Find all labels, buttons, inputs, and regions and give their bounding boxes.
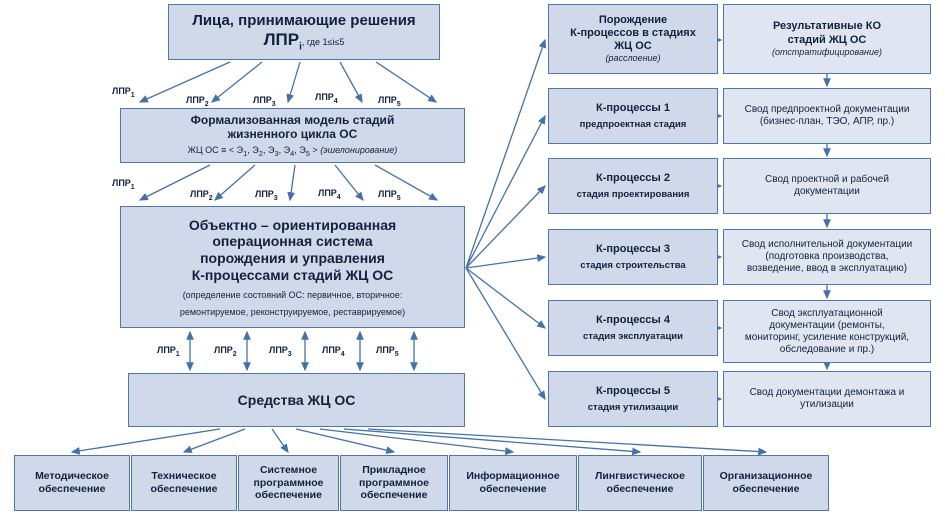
result-box-2-line1: Свод проектной и рабочей [765,174,889,185]
arrow-label-lpr1-row2: $ЛПР_1$ [112,178,135,191]
formalized-model-formula: ЖЦ ОС ≡ < $Э_1$, $Э_2$, $Э_3$, $Э_4$, $Э_5$ > (эшелонирование) [187,145,398,159]
arrow-label-lpr2-row2: $ЛПР_2$ [190,189,213,202]
support-box-system-software-line2: программное [253,476,324,489]
support-box-linguistic [578,455,702,511]
result-box-3-line3: возведение, ввод в эксплуатацию) [746,263,908,274]
result-header-line2: стадий ЖЦ ОС [787,33,867,46]
decision-makers-title: Лица, принимающие решения [192,11,416,29]
k-process-4-title: К-процессы 4 [596,313,670,326]
oos-line3: порождения и управления [200,250,385,267]
k-process-5-title: К-процессы 5 [596,384,670,397]
support-box-application-software-line1: Прикладное [362,464,426,477]
oos-note2: ремонтируемое, реконструируемое, реставрируемое) [179,306,406,317]
formalized-model-line1: Формализованная модель стадий [190,112,395,127]
k-process-4-box [548,300,718,356]
k-process-2-title: К-процессы 2 [596,171,670,184]
k-process-4-subtitle: стадия эксплуатации [583,330,683,342]
means-title: Средства ЖЦ ОС [237,391,356,408]
formalized-model-line2: жизненного цикла ОС [227,127,358,142]
support-box-methodical-line1: Методическое [35,470,109,483]
support-box-technical-line2: обеспечение [150,483,218,495]
k-process-1-subtitle: предпроектная стадия [579,118,687,130]
arrow-label-lpr4-row1: $ЛПР_4$ [315,92,338,105]
arrow-label-lpr2-row3: $ЛПР_2$ [214,345,237,358]
arrow-label-lpr3-row1: $ЛПР_3$ [253,95,276,108]
result-box-4-line3: мониторинг, усиление конструкций, [744,331,910,343]
k-process-5-subtitle: стадия утилизации [587,401,679,413]
decision-makers-box [168,4,440,60]
support-box-system-software-line1: Системное [259,464,318,477]
support-box-organizational-line2: обеспечение [732,483,800,495]
result-box-4-line1: Свод эксплуатационной [771,307,883,319]
result-box-3-line1: Свод исполнительной документации [741,239,913,250]
support-box-system-software-line3: обеспечение [255,489,322,502]
result-box-4-line4: обследование и пр.) [779,343,875,355]
support-box-application-software [340,455,448,511]
oos-note1: (определение состояний ОС: первичное, вторичное: [182,289,403,300]
result-box-1-line2: (бизнес-план, ТЭО, АПР, пр.) [759,116,895,127]
result-box-3 [723,229,931,285]
support-box-application-software-line2: программное [359,476,429,489]
k-process-3-subtitle: стадия строительства [580,259,686,271]
formalized-model-box [120,108,465,163]
arrow-label-lpr4-row2: $ЛПР_4$ [318,188,341,201]
k-process-3-box [548,229,718,285]
k-process-generation-italic: (расслоение) [605,53,661,64]
k-process-5-box [548,371,718,427]
arrow-label-lpr2-row1: $ЛПР_2$ [186,95,209,108]
k-process-1-title: К-процессы 1 [596,101,670,114]
lifecycle-means-box [128,373,465,427]
arrow-label-lpr5-row2: $ЛПР_5$ [378,189,401,202]
object-oriented-os-box [120,206,465,328]
support-box-technical-line1: Техническое [151,470,217,483]
support-box-methodical [14,455,130,511]
support-box-information-line2: обеспечение [479,483,547,495]
result-box-2 [723,158,931,214]
support-box-methodical-line2: обеспечение [38,483,106,495]
result-box-4-line2: документации (ремонты, [769,319,885,331]
support-box-technical [131,455,237,511]
arrow-label-lpr1-row3: $ЛПР_1$ [157,345,180,358]
result-header-box [723,4,931,74]
decision-makers-formula: $ЛПР_i$, где 1≤i≤5 [263,29,345,53]
k-process-generation-line2: К-процессов в стадиях [570,27,696,39]
k-process-2-subtitle: стадия проектирования [576,188,690,200]
result-box-2-line2: документации [794,186,860,197]
oos-line4: К-процессами стадий ЖЦ ОС [191,267,394,283]
support-box-linguistic-line1: Лингвистическое [595,470,685,483]
result-header-italic: (отстратифицирование) [772,46,882,57]
k-process-generation-line1: Порождение [598,13,668,26]
oos-line1: Объектно – ориентированная [188,216,397,233]
result-box-4 [723,300,931,363]
result-box-1-line1: Свод предпроектной документации [744,104,910,115]
arrow-label-lpr5-row1: $ЛПР_5$ [378,95,401,108]
result-box-1 [723,88,931,144]
k-process-3-title: К-процессы 3 [596,242,670,255]
result-box-3-line2: (подготовка производства, [765,251,889,262]
result-box-5-line1: Свод документации демонтажа и [749,387,905,398]
result-header-line1: Результативные КО [772,20,882,33]
k-process-1-box [548,88,718,144]
result-box-5 [723,371,931,427]
arrow-label-lpr3-row3: $ЛПР_3$ [269,345,292,358]
support-box-information [449,455,577,511]
result-box-5-line2: утилизации [800,399,854,410]
k-process-generation-line3: ЖЦ ОС [614,40,652,53]
support-box-application-software-line3: обеспечение [360,489,428,502]
support-box-information-line1: Информационное [466,470,560,483]
support-box-system-software [238,455,339,511]
arrow-label-lpr4-row3: $ЛПР_4$ [322,345,345,358]
oos-line2: операционная система [212,233,373,250]
support-box-linguistic-line2: обеспечение [606,483,674,495]
arrow-label-lpr3-row2: $ЛПР_3$ [255,189,278,202]
support-box-organizational-line1: Организационное [719,470,813,483]
arrow-label-lpr1-row1: $ЛПР_1$ [112,86,135,99]
k-process-2-box [548,158,718,214]
support-box-organizational [703,455,829,511]
arrow-label-lpr5-row3: $ЛПР_5$ [376,345,399,358]
k-process-generation-box [548,4,718,74]
